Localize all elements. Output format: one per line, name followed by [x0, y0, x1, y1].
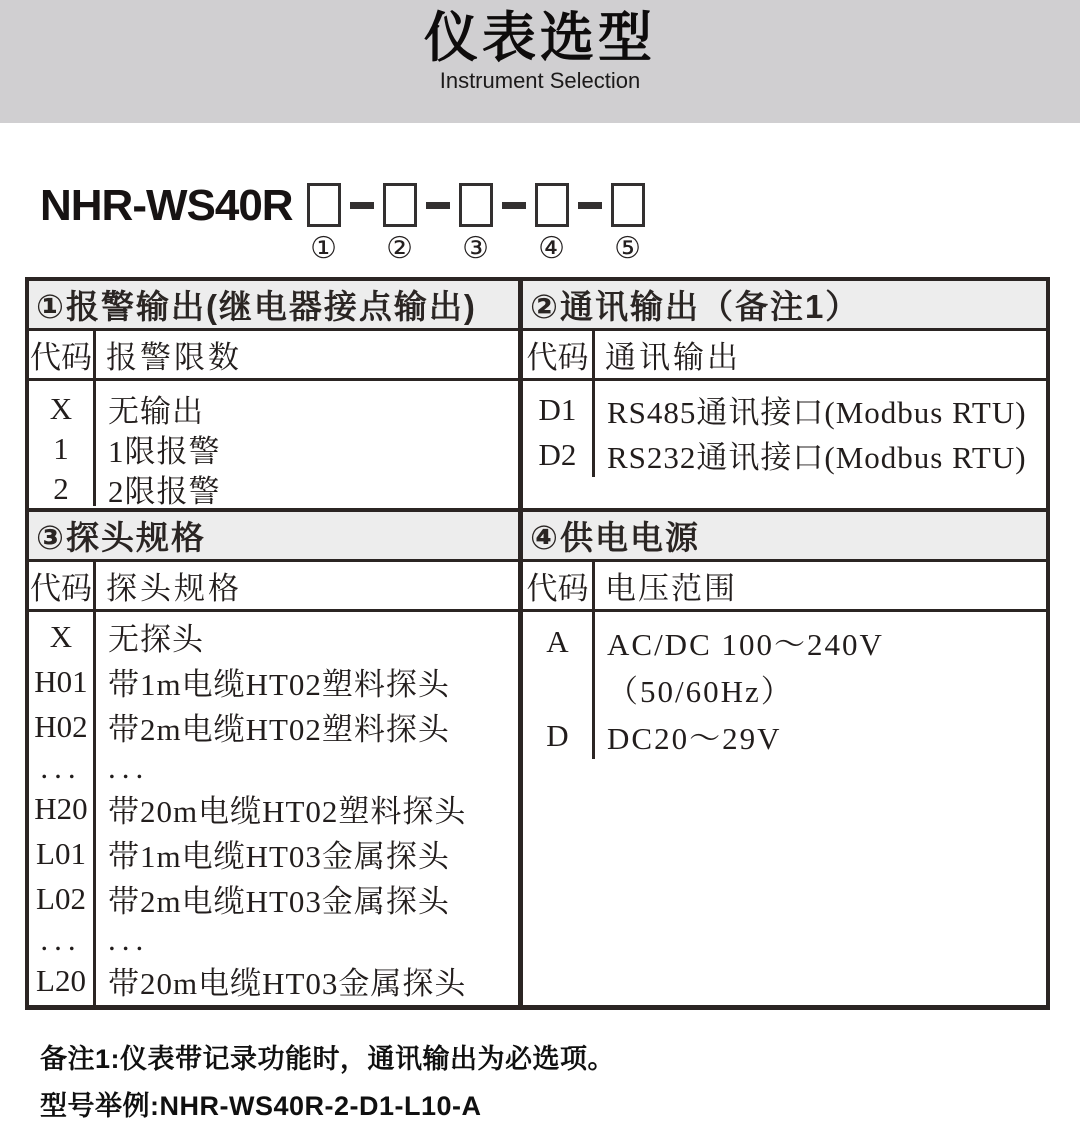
description-cell: 带20m电缆HT02塑料探头: [108, 794, 467, 829]
model-prefix: NHR-WS40R: [40, 181, 293, 230]
note-model-example: 型号举例:NHR-WS40R-2-D1-L10-A: [40, 1091, 482, 1121]
section-alarm-output: [29, 281, 518, 512]
description-cell: ...: [108, 749, 150, 785]
table-row: [29, 386, 518, 429]
code-cell: L01: [36, 835, 86, 871]
table-row: [523, 618, 1046, 665]
code-cell: L02: [36, 880, 86, 916]
desc-column-header: 探头规格: [106, 571, 242, 606]
description-cell: DC20～29V: [607, 721, 782, 756]
description-cell: ...: [108, 921, 150, 957]
code-cell: A: [546, 623, 569, 659]
column-header-row: [523, 331, 1046, 381]
description-cell: 无探头: [108, 622, 204, 657]
table-row: [29, 958, 518, 1003]
table-row: [29, 426, 518, 469]
description-cell: 带1m电缆HT02塑料探头: [108, 667, 450, 702]
table-row: [29, 704, 518, 749]
page-subtitle: Instrument Selection: [439, 68, 641, 93]
table-row: [523, 432, 1046, 477]
table-row-ellipsis: [29, 749, 518, 786]
table-row: [29, 659, 518, 704]
position-number: ①: [310, 231, 338, 266]
note-remark: 备注1:仪表带记录功能时，通讯输出为必选项。: [40, 1044, 616, 1074]
column-header-row: [29, 331, 518, 381]
model-position-1: [305, 183, 343, 266]
position-number: ③: [462, 231, 490, 266]
description-cell: 1限报警: [108, 434, 221, 469]
code-column-header: 代码: [30, 340, 92, 375]
section-comm-output: [523, 281, 1046, 512]
code-cell: D: [546, 717, 569, 753]
table-row: [523, 387, 1046, 432]
footer-notes: [40, 1036, 1080, 1130]
table-row: [29, 876, 518, 921]
description-cell: 带2m电缆HT03金属探头: [108, 884, 450, 919]
position-number: ⑤: [614, 231, 642, 266]
dash-separator: [578, 202, 602, 209]
table-row: [29, 831, 518, 876]
dash-separator: [426, 202, 450, 209]
position-number: ④: [538, 231, 566, 266]
model-position-4: [533, 183, 571, 266]
table-row: [29, 614, 518, 659]
code-cell: X: [49, 390, 73, 426]
model-box: [459, 183, 493, 227]
code-cell: H20: [34, 790, 88, 826]
description-cell: 2限报警: [108, 474, 221, 509]
code-cell: D2: [538, 436, 577, 472]
position-number: ②: [386, 231, 414, 266]
desc-column-header: 通讯输出: [605, 340, 741, 375]
code-column-header: 代码: [526, 340, 589, 375]
model-position-3: [457, 183, 495, 266]
code-cell: ...: [40, 921, 82, 957]
selection-table: [25, 277, 1050, 1010]
table-row: [29, 786, 518, 831]
dash-separator: [502, 202, 526, 209]
description-cell: 无输出: [108, 394, 204, 429]
model-position-5: [609, 183, 647, 266]
code-cell: L20: [36, 962, 86, 998]
description-cell: AC/DC 100～240V: [607, 627, 884, 662]
table-row: [523, 665, 1046, 712]
section-power-supply: [523, 512, 1046, 1005]
section-title: ①报警输出(继电器接点输出): [29, 281, 518, 331]
code-cell: 2: [53, 470, 69, 506]
section-title: ④供电电源: [523, 512, 1046, 562]
page-title: 仪表选型: [424, 8, 656, 68]
section-title: ③探头规格: [29, 512, 518, 562]
description-cell: （50/60Hz）: [607, 674, 794, 709]
section-title: ②通讯输出（备注1）: [523, 281, 1046, 331]
description-cell: 带2m电缆HT02塑料探头: [108, 712, 450, 747]
code-column-header: 代码: [30, 571, 92, 606]
code-cell: H01: [34, 663, 88, 699]
model-box: [383, 183, 417, 227]
code-cell: ...: [40, 749, 82, 785]
section-data: [523, 612, 1046, 759]
description-cell: 带20m电缆HT03金属探头: [108, 966, 467, 1001]
desc-column-header: 报警限数: [106, 340, 242, 375]
section-data: [523, 381, 1046, 477]
page-header-band: [0, 0, 1080, 123]
table-row-ellipsis: [29, 921, 518, 958]
description-cell: 带1m电缆HT03金属探头: [108, 839, 450, 874]
model-box: [535, 183, 569, 227]
table-row: [523, 712, 1046, 759]
column-header-row: [29, 562, 518, 612]
description-cell: RS485通讯接口(Modbus RTU): [607, 395, 1027, 430]
section-data: [29, 612, 518, 1005]
table-right-column: [523, 281, 1046, 1005]
code-cell: D1: [538, 391, 577, 427]
code-cell: 1: [53, 430, 69, 466]
code-cell: X: [49, 618, 73, 654]
table-left-column: [29, 281, 523, 1005]
section-data: [29, 381, 518, 509]
code-cell: H02: [34, 708, 88, 744]
model-code-row: [40, 183, 1080, 269]
model-box: [611, 183, 645, 227]
description-cell: RS232通讯接口(Modbus RTU): [607, 440, 1027, 475]
model-position-2: [381, 183, 419, 266]
section-probe-spec: [29, 512, 518, 1005]
desc-column-header: 电压范围: [605, 571, 737, 606]
column-header-row: [523, 562, 1046, 612]
code-column-header: 代码: [526, 571, 589, 606]
model-box: [307, 183, 341, 227]
dash-separator: [350, 202, 374, 209]
table-row: [29, 466, 518, 509]
